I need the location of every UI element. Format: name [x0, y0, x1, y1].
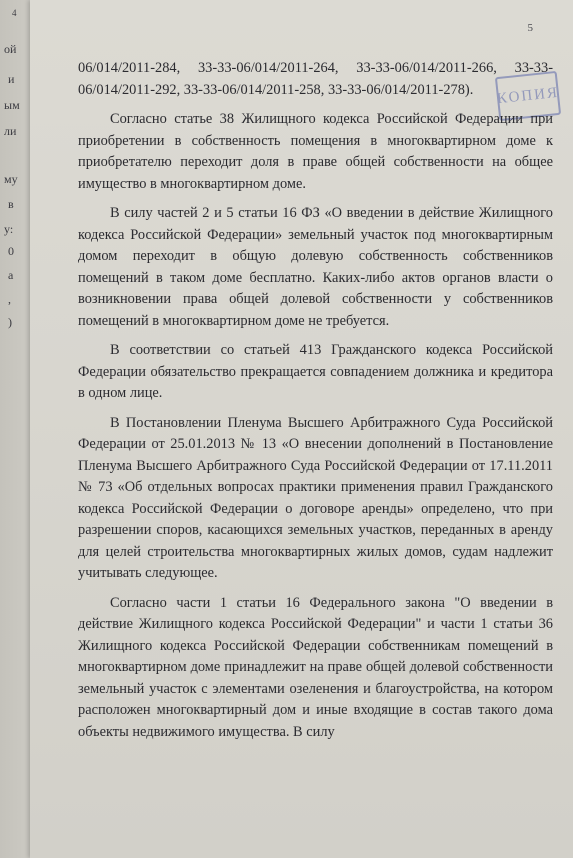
paragraph-cadastral-numbers: 06/014/2011-284, 33-33-06/014/2011-264, 33-33-06/014/2011-266, 33-33-06/014/2011-292, 33-33-06/014/2011-258, 33-33-06/014/2011-278).: [78, 60, 553, 98]
margin-fragment: ым: [4, 98, 20, 112]
margin-fragment: ,: [8, 292, 11, 306]
page-number: 5: [527, 22, 533, 34]
margin-fragment: 0: [8, 244, 14, 258]
margin-fragment: и: [8, 72, 15, 86]
copy-stamp: КОПИЯ: [495, 71, 561, 121]
margin-fragment: му: [4, 172, 18, 186]
document-body: [78, 58, 553, 751]
margin-fragment: в: [8, 197, 14, 211]
margin-fragment: а: [8, 268, 14, 282]
paragraph-article-36: Согласно части 1 статьи 16 Федерального закона "О введении в действие Жилищного кодекса Российской Федерации" и части 1 статьи 36 Жилищного кодекса Российской Федерации собственникам помещений в многоквартирном доме принадлежит на праве общей долевой собственности земельный участок с элементами озеленения и благоустройства, на котором расположен многоквартирный дом и иные входящие в состав такого дома объекты недвижимого имущества. В силу: [78, 594, 553, 740]
paragraph-article-413: В соответствии со статьей 413 Гражданского кодекса Российской Федерации обязательство прекращается совпадением должника и кредитора в одном лице.: [78, 342, 553, 401]
margin-fragment: ): [8, 315, 12, 329]
paragraph-plenum-resolution: В Постановлении Пленума Высшего Арбитражного Суда Российской Федерации от 25.01.2013 № 13 «О внесении дополнений в Постановление Пленума Высшего Арбитражного Суда Российской Федерации от 17.11.2011 № 73 «Об отдельных вопросах практики применения правил Гражданского кодекса Российской Федерации о договоре аренды» определено, что при разрешении споров, касающихся земельных участков, переданных в аренду для целей строительства многоквартирных жилых домов, судам надлежит учитывать следующее.: [78, 414, 553, 581]
margin-fragment: у:: [4, 222, 14, 236]
margin-fragment: 4: [12, 8, 17, 18]
margin-fragment: ой: [4, 42, 17, 56]
document-page: [30, 0, 573, 858]
paragraph-article-38: Согласно статье 38 Жилищного кодекса Российской Федерации при приобретении в собственность помещения в многоквартирном доме к приобретателю переходит доля в праве общей собственности на общее имущество в многоквартирном доме.: [78, 111, 553, 192]
margin-fragment: ли: [4, 124, 17, 138]
paragraph-article-16: В силу частей 2 и 5 статьи 16 ФЗ «О введении в действие Жилищного кодекса Российской Федерации» земельный участок под многоквартирным домом переходит в общую долевую собственность собственников помещений в таком доме бесплатно. Каких-либо актов органов власти о возникновении права общей долевой собственности у собственников помещений в многоквартирном доме не требуется.: [78, 205, 553, 329]
